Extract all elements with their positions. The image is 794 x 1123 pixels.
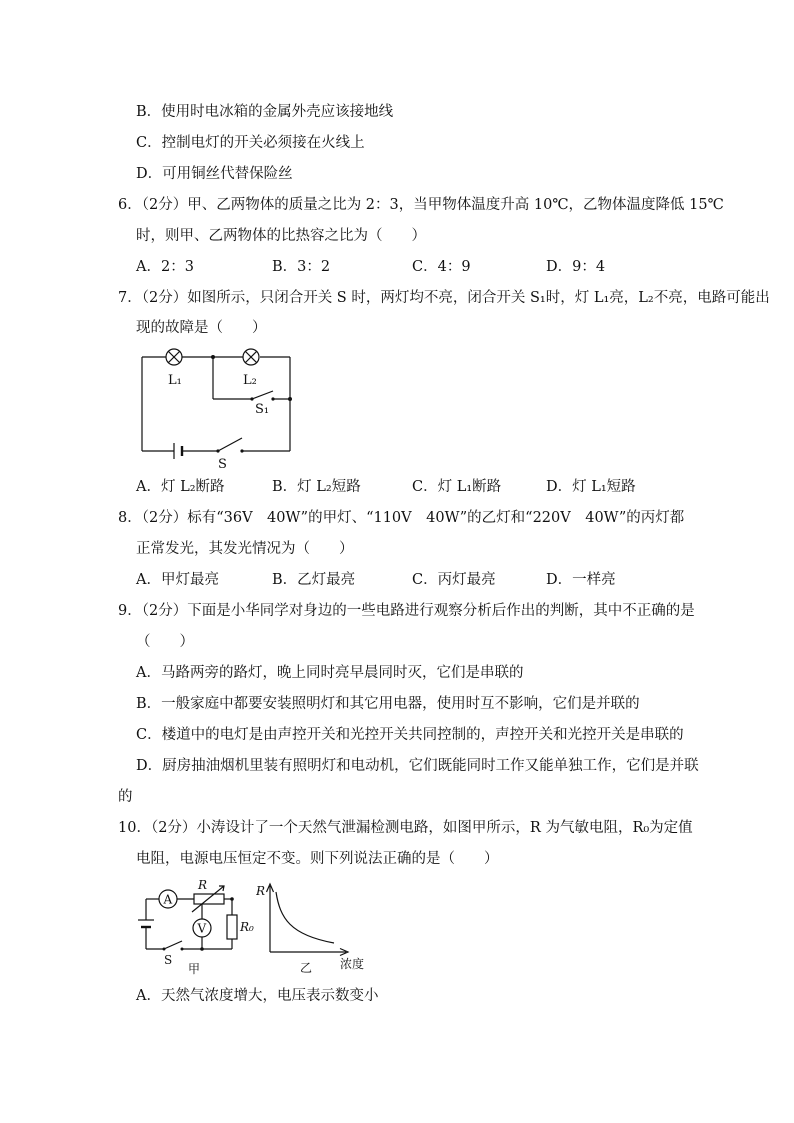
q8-option-b: B．乙灯最亮: [272, 572, 356, 588]
q6-option-c: C．4：9: [412, 259, 471, 275]
lamp-l1-icon: [166, 349, 182, 365]
q8-stem-line2: 正常发光，其发光情况为（ ）: [136, 541, 354, 557]
q6-stem-line2: 时，则甲、乙两物体的比热容之比为（ ）: [136, 228, 426, 244]
q5-option-d: D．可用铜丝代替保险丝: [136, 166, 293, 182]
q7-circuit-figure: [130, 342, 305, 472]
q10-stem-line2: 电阻，电源电压恒定不变。则下列说法正确的是（ ）: [136, 851, 499, 867]
resistor-r0-icon: [227, 915, 237, 939]
q7-option-d: D．灯 L₁短路: [546, 479, 636, 495]
label-r: R: [198, 878, 208, 892]
q9-option-d-line1: D．厨房抽油烟机里装有照明灯和电动机，它们既能同时工作又能单独工作，它们是并联: [136, 758, 699, 774]
label-r0: R₀: [240, 920, 254, 934]
label-s: S: [218, 457, 227, 472]
label-l2: L₂: [243, 373, 257, 388]
variable-resistor-icon: [192, 886, 224, 912]
q8-option-c: C．丙灯最亮: [412, 572, 496, 588]
q9-option-a: A．马路两旁的路灯，晚上同时亮早晨同时灭，它们是串联的: [136, 665, 524, 681]
q6-option-a: A．2：3: [136, 259, 194, 275]
q9-option-b: B．一般家庭中都要安装照明灯和其它用电器，使用时互不影响，它们是并联的: [136, 696, 640, 712]
label-s1: S₁: [255, 402, 270, 417]
q7-option-b: B．灯 L₂短路: [272, 479, 361, 495]
q7-stem-line1: 7．（2分）如图所示，只闭合开关 S 时，两灯均不亮，闭合开关 S₁时，灯 L₁亮，L₂不亮，电路可能出: [118, 290, 770, 306]
q6-option-d: D．9：4: [546, 259, 606, 275]
q10-graph-figure: [256, 880, 376, 975]
q7-option-a: A．灯 L₂断路: [136, 479, 225, 495]
q6-stem-line1: 6．（2分）甲、乙两物体的质量之比为 2：3，当甲物体温度升高 10℃，乙物体温度降低 15℃: [118, 197, 724, 213]
graph-y-label: R: [256, 884, 266, 898]
resistance-curve: [276, 892, 334, 943]
label-voltmeter: V: [197, 921, 207, 936]
q5-option-c: C．控制电灯的开关必须接在火线上: [136, 135, 365, 151]
q10-circuit-figure: [134, 877, 259, 977]
battery-icon: [138, 920, 154, 927]
q5-option-b: B．使用时电冰箱的金属外壳应该接地线: [136, 104, 394, 120]
q9-option-d-line2: 的: [118, 789, 133, 805]
q10-stem-line1: 10．（2分）小涛设计了一个天然气泄漏检测电路，如图甲所示，R 为气敏电阻，R₀为定值: [118, 820, 693, 836]
battery-icon: [174, 443, 182, 459]
label-s: S: [164, 953, 173, 967]
q8-option-d: D．一样亮: [546, 572, 616, 588]
graph-x-label: 浓度: [340, 957, 365, 971]
label-ammeter: A: [163, 892, 173, 907]
q10-option-a: A．天然气浓度增大，电压表示数变小: [136, 988, 379, 1004]
q7-option-c: C．灯 L₁断路: [412, 479, 502, 495]
q8-stem-line1: 8．（2分）标有“36V 40W”的甲灯、“110V 40W”的乙灯和“220V 40W”的丙灯都: [118, 510, 685, 526]
q6-option-b: B．3：2: [272, 259, 331, 275]
label-jia: 甲: [188, 962, 201, 976]
label-yi: 乙: [300, 961, 313, 975]
q9-stem-line2: （ ）: [136, 634, 194, 650]
q8-option-a: A．甲灯最亮: [136, 572, 219, 588]
q7-stem-line2: 现的故障是（ ）: [136, 320, 267, 336]
q9-option-c: C．楼道中的电灯是由声控开关和光控开关共同控制的，声控开关和光控开关是串联的: [136, 727, 684, 743]
q9-stem-line1: 9．（2分）下面是小华同学对身边的一些电路进行观察分析后作出的判断，其中不正确的是: [118, 603, 695, 619]
lamp-l2-icon: [243, 349, 259, 365]
label-l1: L₁: [168, 373, 182, 388]
